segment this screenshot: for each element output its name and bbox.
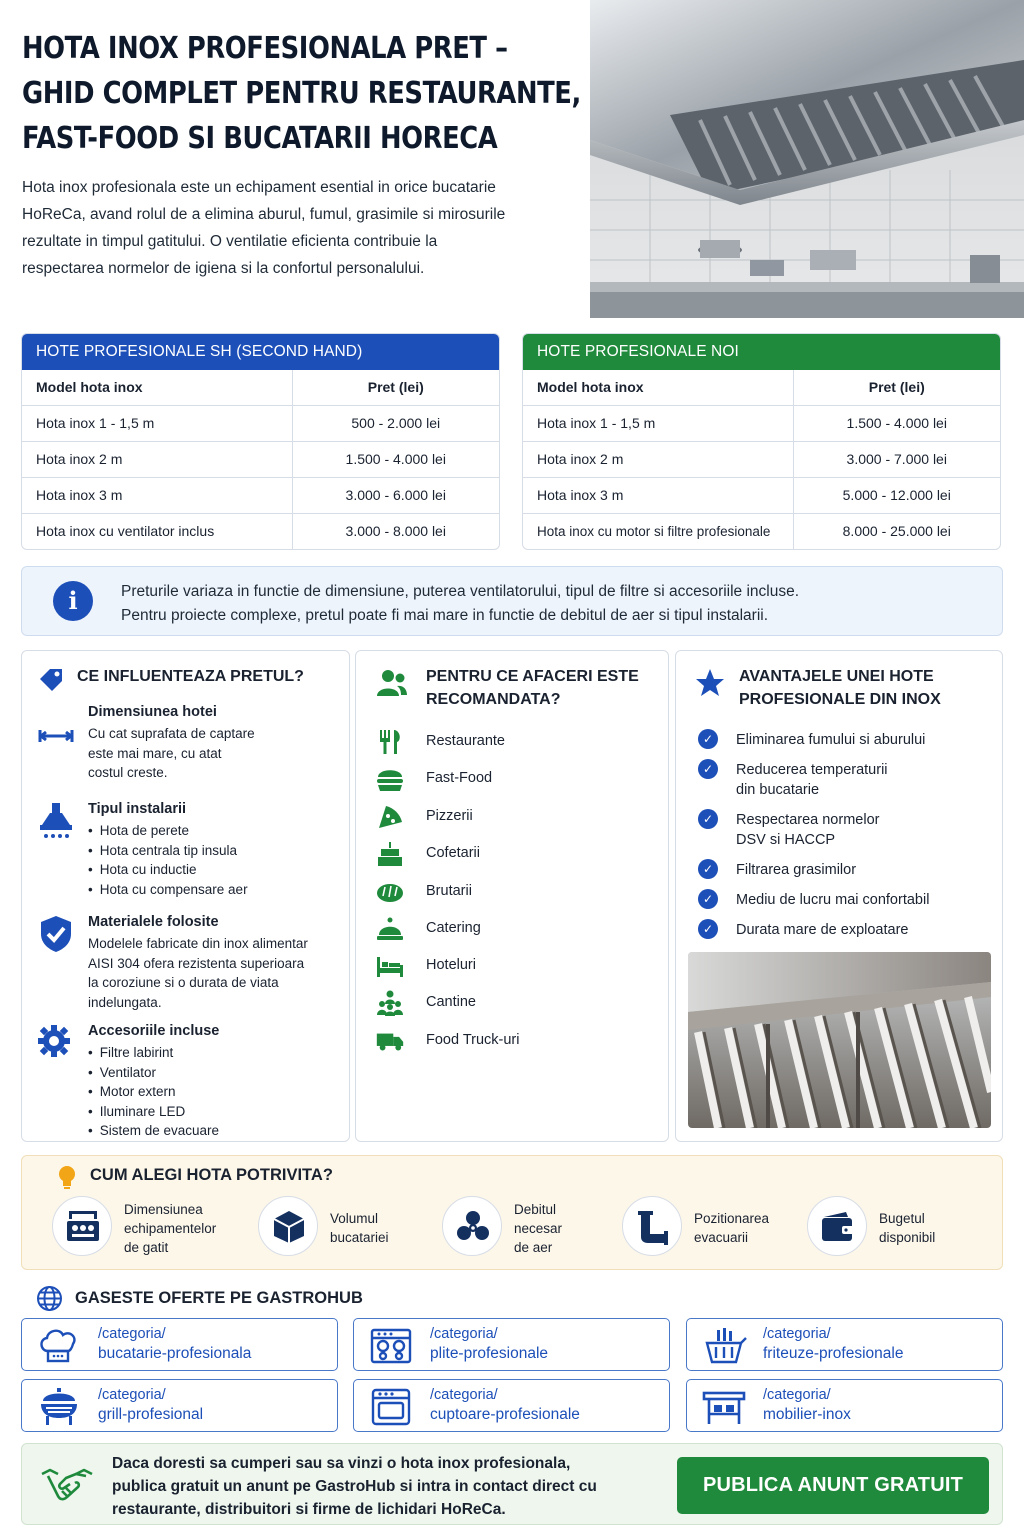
- list-item: • Hota de perete: [88, 821, 248, 841]
- table-row: Model hota inox Pret (lei): [523, 370, 1000, 405]
- list-item: • Hota centrala tip insula: [88, 841, 248, 861]
- choose-section: CUM ALEGI HOTA POTRIVITA? Dimensiunea echipamentelor de gatit Volumul bucatariei Debitul necesar de aer Pozitionarea evacuarii Bugetul disponibil: [21, 1155, 1003, 1270]
- table-row: Hota inox 1 - 1,5 m 500 - 2.000 lei: [22, 405, 499, 441]
- publish-ad-button[interactable]: PUBLICA ANUNT GRATUIT: [677, 1457, 989, 1514]
- ruler-icon: [36, 704, 76, 744]
- info-icon: i: [53, 581, 93, 621]
- table-row: Hota inox 2 m 1.500 - 4.000 lei: [22, 441, 499, 477]
- list-item: • Iluminare LED: [88, 1102, 219, 1122]
- price-note: i Preturile variaza in functie de dimensiune, puterea ventilatorului, tipul de filtre si accesoriile incluse. Pentru proiecte complexe, pretul poate fi mai mare in functie de debitul de aer si tipul instalarii.: [21, 566, 1003, 636]
- page-title: HOTA INOX PROFESIONALA PRET – GHID COMPLET PENTRU RESTAURANTE, FAST-FOOD SI BUCATARII HORECA: [22, 31, 581, 156]
- people-icon: [376, 990, 404, 1016]
- list-item: • Sistem de evacuare: [88, 1121, 219, 1141]
- intro-paragraph: Hota inox profesionala este un echipament esential in orice bucatarie HoReCa, avand rolul de a elimina aburul, fumul, grasimile si mirosurile rezultate in timpul gatitului. O ventilatie eficienta contribuie la respectarea normelor de igiena si la confortul personalului.: [22, 179, 506, 277]
- list-item: • Hota cu inductie: [88, 860, 248, 880]
- card-price-factors: CE INFLUENTEAZA PRETUL? Dimensiunea hotei Cu cat suprafata de captare este mai mare, cu atat costul creste. Tipul instalarii • Hota de perete • Hota centrala tip insula • Hota cu inductie • Hota cu compensare aer Materialele folosite Modelele fabricate din inox alimentar AISI 304 ofera rezistenta superioara la coroziune si o durata de viata indelungata. Accesoriile incluse • Filtre labirint • Ventilator • Motor extern • Iluminare LED • Sistem de evacuare: [21, 650, 350, 1142]
- fan-icon: [455, 1209, 491, 1245]
- criteria-item: Debitul necesar de aer: [442, 1196, 622, 1258]
- cta-section: Daca doresti sa cumperi sau sa vinzi o hota inox profesionala, publica gratuit un anunt pe GastroHub si intra in contact direct cu restaurante, distribuitori si firme de lichidari HoReCa. PUBLICA ANUNT GRATUIT: [21, 1443, 1003, 1525]
- cube-icon: [271, 1209, 307, 1245]
- table-row: Hota inox cu motor si filtre profesionale 8.000 - 25.000 lei: [523, 513, 1000, 549]
- list-item: • Ventilator: [88, 1063, 219, 1083]
- oven-icon: [368, 1388, 414, 1426]
- pipe-icon: [635, 1209, 671, 1245]
- lightbulb-icon: [56, 1164, 78, 1190]
- hero-section: [0, 0, 1024, 320]
- filter-closeup-photo: [688, 952, 991, 1128]
- gear-icon: [36, 1023, 76, 1063]
- hood-icon: [36, 801, 76, 841]
- link-plite-profesionale[interactable]: /categoria/ plite-profesionale: [353, 1318, 670, 1371]
- tag-icon: [36, 665, 66, 695]
- check-icon: ✓: [698, 759, 718, 779]
- cutlery-icon: [376, 729, 404, 755]
- table-row: Hota inox 2 m 3.000 - 7.000 lei: [523, 441, 1000, 477]
- cooktop-icon: [368, 1327, 414, 1365]
- card-advantages: AVANTAJELE UNEI HOTE PROFESIONALE DIN INOX ✓ Eliminarea fumului si aburului ✓ Reducerea temperaturii din bucatarie ✓ Respectarea normelor DSV si HACCP ✓ Filtrarea grasimilor ✓ Mediu de lucru mai confortabil ✓ Durata mare de exploatare: [675, 650, 1003, 1142]
- list-item: • Filtre labirint: [88, 1043, 219, 1063]
- fryer-icon: [701, 1327, 747, 1365]
- bed-icon: [376, 953, 404, 979]
- star-icon: [695, 668, 725, 698]
- bread-icon: [376, 879, 404, 905]
- table-header: HOTE PROFESIONALE SH (SECOND HAND): [22, 334, 499, 370]
- link-mobilier-inox[interactable]: /categoria/ mobilier-inox: [686, 1379, 1003, 1432]
- check-icon: ✓: [698, 809, 718, 829]
- stove-icon: [65, 1209, 101, 1245]
- card-businesses: PENTRU CE AFACERI ESTE RECOMANDATA? Restaurante Fast-Food Pizzerii Cofetarii Brutarii Catering Hoteluri Cantine Food Truck-uri: [355, 650, 669, 1142]
- kitchen-hood-photo: [590, 0, 1024, 318]
- cloche-icon: [376, 916, 404, 942]
- table-row: Hota inox 3 m 5.000 - 12.000 lei: [523, 477, 1000, 513]
- cake-icon: [376, 841, 404, 867]
- table-row: Model hota inox Pret (lei): [22, 370, 499, 405]
- gastrohub-title: GASESTE OFERTE PE GASTROHUB: [75, 1289, 363, 1307]
- table-new: [522, 333, 1001, 550]
- check-icon: ✓: [698, 859, 718, 879]
- table-row: Hota inox 1 - 1,5 m 1.500 - 4.000 lei: [523, 405, 1000, 441]
- list-item: • Hota cu compensare aer: [88, 880, 248, 900]
- link-friteuze-profesionale[interactable]: /categoria/ friteuze-profesionale: [686, 1318, 1003, 1371]
- grill-icon: [36, 1388, 82, 1426]
- table-second-hand: [21, 333, 500, 550]
- table-header: HOTE PROFESIONALE NOI: [523, 334, 1000, 370]
- people-icon: [376, 669, 408, 697]
- pizza-icon: [376, 804, 404, 830]
- handshake-icon: [40, 1466, 94, 1504]
- burger-icon: [376, 766, 404, 792]
- table-row: Hota inox cu ventilator inclus 3.000 - 8.000 lei: [22, 513, 499, 549]
- table-row: Hota inox 3 m 3.000 - 6.000 lei: [22, 477, 499, 513]
- link-bucatarie-profesionala[interactable]: /categoria/ bucatarie-profesionala: [21, 1318, 338, 1371]
- criteria-item: Bugetul disponibil: [807, 1196, 987, 1258]
- check-icon: ✓: [698, 889, 718, 909]
- criteria-item: Pozitionarea evacuarii: [622, 1196, 802, 1258]
- link-grill-profesional[interactable]: /categoria/ grill-profesional: [21, 1379, 338, 1432]
- criteria-item: Volumul bucatariei: [258, 1196, 438, 1258]
- check-icon: ✓: [698, 729, 718, 749]
- wallet-icon: [820, 1209, 856, 1245]
- shield-icon: [36, 914, 76, 954]
- chef-hat-icon: [36, 1327, 82, 1365]
- table-icon: [701, 1388, 747, 1426]
- criteria-item: Dimensiunea echipamentelor de gatit: [52, 1196, 252, 1258]
- truck-icon: [376, 1028, 404, 1054]
- list-item: • Motor extern: [88, 1082, 219, 1102]
- check-icon: ✓: [698, 919, 718, 939]
- link-cuptoare-profesionale[interactable]: /categoria/ cuptoare-profesionale: [353, 1379, 670, 1432]
- globe-icon: [36, 1285, 63, 1312]
